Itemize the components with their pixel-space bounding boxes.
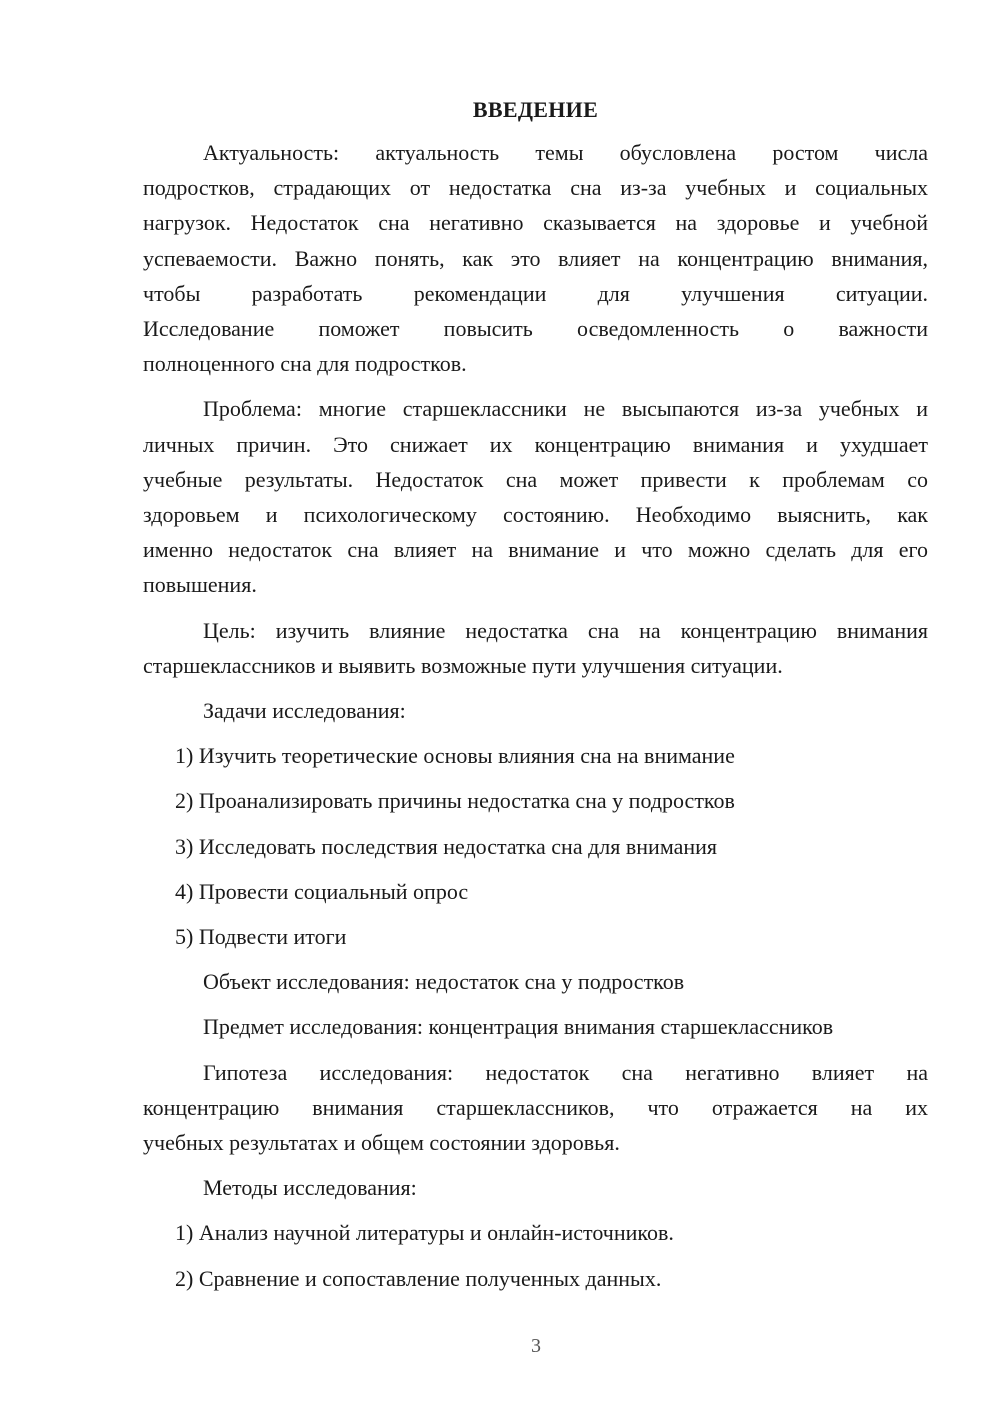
text-line: здоровьем и психологическому состоянию. Необходимо выяснить, как [143, 502, 928, 528]
page-number: 3 [531, 1335, 541, 1357]
text-line: старшеклассников и выявить возможные пути улучшения ситуации. [143, 652, 783, 678]
text-line: нагрузок. Недостаток сна негативно сказывается на здоровье и учебной [143, 210, 928, 236]
document-page [143, 95, 928, 1306]
research-object: Объект исследования: недостаток сна у подростков [203, 969, 685, 995]
list-item: 2) Проанализировать причины недостатка сна у подростков [175, 788, 735, 814]
research-subject: Предмет исследования: концентрация внимания старшеклассников [203, 1014, 834, 1040]
list-item: 3) Исследовать последствия недостатка сна для внимания [175, 833, 718, 859]
goal-paragraph [143, 613, 928, 683]
tasks-title: Задачи исследования: [203, 698, 406, 724]
text-line: полноценного сна для подростков. [143, 351, 467, 377]
hypothesis-paragraph [143, 1055, 928, 1161]
text-line: учебные результаты. Недостаток сна может привести к проблемам со [143, 466, 928, 492]
list-item: 4) Провести социальный опрос [175, 878, 469, 904]
page-title: ВВЕДЕНИЕ [472, 97, 599, 122]
text-line: Актуальность: актуальность темы обусловлена ростом числа [203, 140, 928, 165]
text-line: именно недостаток сна влияет на внимание и что можно сделать для его [143, 537, 928, 563]
text-line: Проблема: многие старшеклассники не высыпаются из-за учебных и [203, 396, 928, 422]
list-item: 1) Изучить теоретические основы влияния сна на внимание [175, 743, 735, 769]
methods-list [143, 1215, 928, 1295]
text-line: чтобы разработать рекомендации для улучшения ситуации. [143, 280, 928, 306]
problem-paragraph [143, 391, 928, 602]
relevance-paragraph [143, 135, 928, 381]
text-line: повышения. [143, 572, 257, 598]
text-line: Цель: изучить влияние недостатка сна на концентрацию внимания [203, 617, 928, 643]
methods-title: Методы исследования: [203, 1175, 417, 1201]
text-line: учебных результатах и общем состоянии здоровья. [143, 1130, 620, 1156]
tasks-list [143, 738, 928, 954]
text-line: подростков, страдающих от недостатка сна из-за учебных и социальных [143, 175, 928, 201]
text-line: Гипотеза исследования: недостаток сна негативно влияет на [203, 1059, 928, 1085]
text-line: Исследование поможет повысить осведомленность о важности [143, 316, 928, 342]
list-item: 5) Подвести итоги [175, 924, 347, 950]
text-line: успеваемости. Важно понять, как это влияет на концентрацию внимания, [143, 245, 928, 271]
list-item: 2) Сравнение и сопоставление полученных данных. [175, 1265, 662, 1291]
list-item: 1) Анализ научной литературы и онлайн-источников. [175, 1220, 674, 1246]
text-line: концентрацию внимания старшеклассников, что отражается на их [143, 1094, 928, 1120]
text-line: личных причин. Это снижает их концентрацию внимания и ухудшает [143, 431, 928, 457]
